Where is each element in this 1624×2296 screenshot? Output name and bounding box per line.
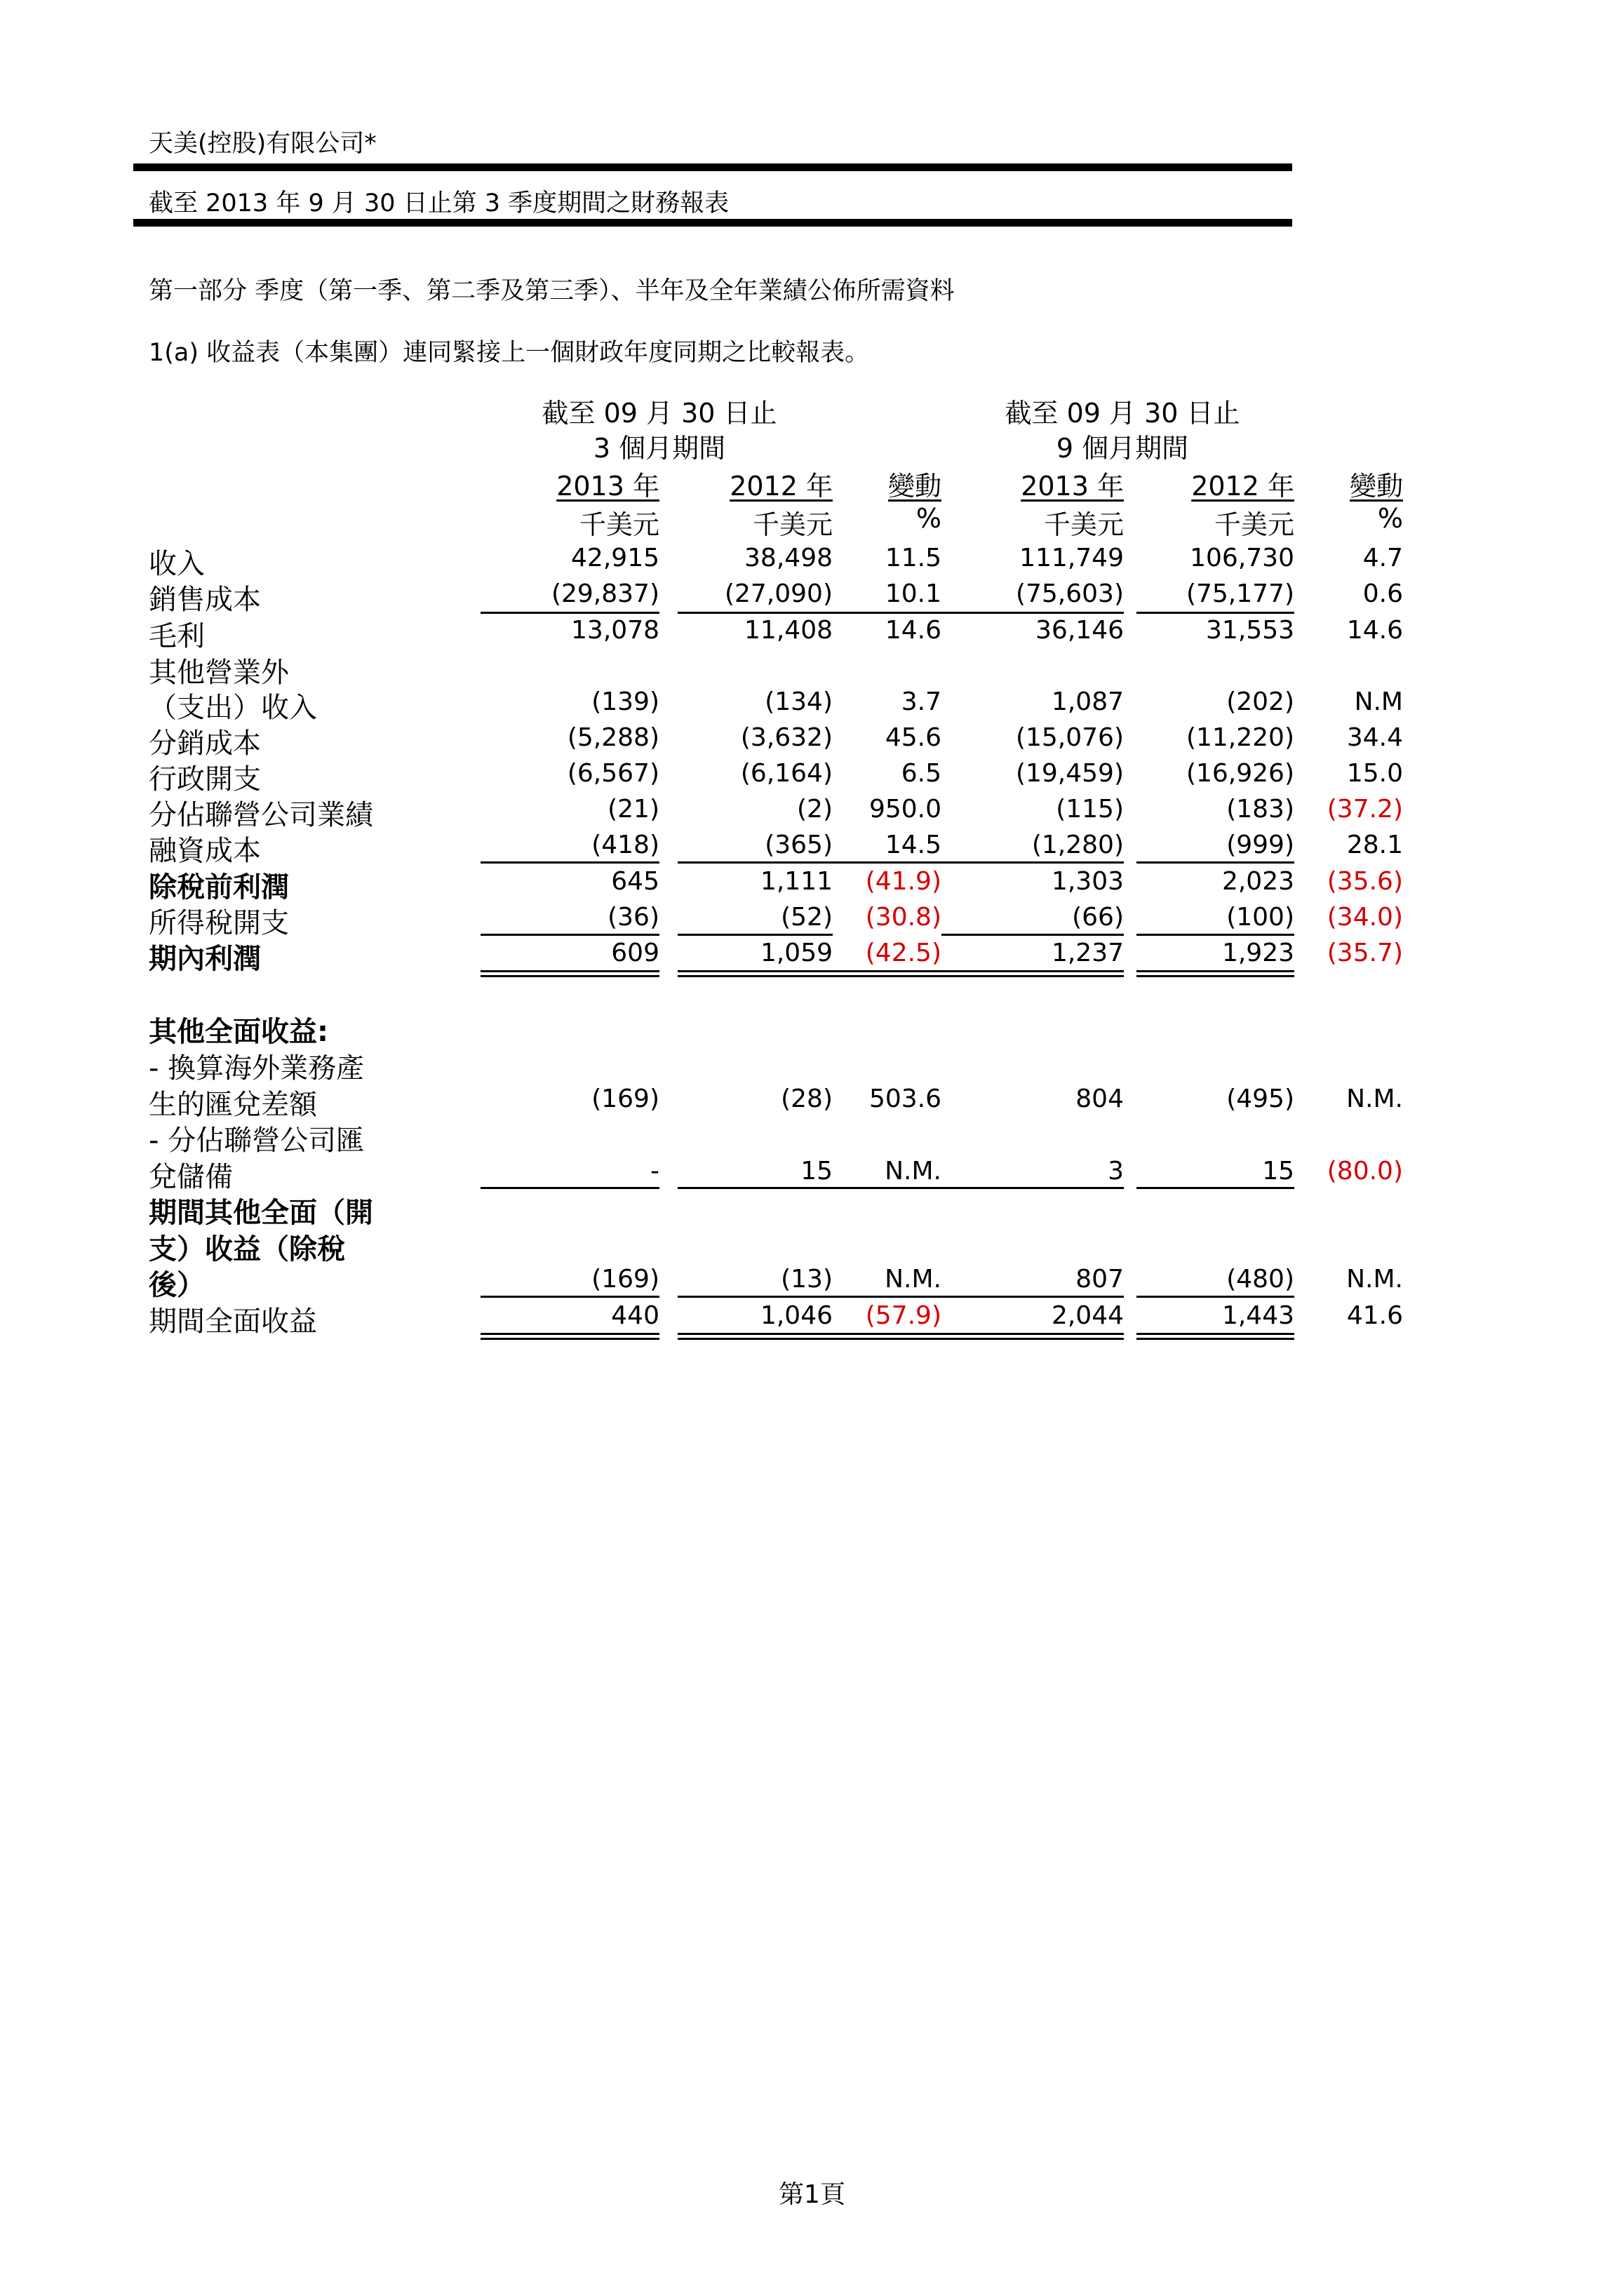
col-header-change-3m: 變動 xyxy=(887,471,941,502)
table-cell: 14.5 xyxy=(885,831,941,859)
col-header-2013-3m: 2013 年 xyxy=(556,471,659,502)
double-underline xyxy=(941,970,1124,977)
row-label: 其他營業外 xyxy=(149,657,289,689)
table-cell: (41.9) xyxy=(865,867,941,896)
table-cell: 1,111 xyxy=(760,867,833,896)
double-underline xyxy=(481,970,659,977)
table-cell: N.M. xyxy=(885,1265,941,1294)
sum-underline xyxy=(678,612,833,614)
row-label: 後） xyxy=(149,1269,205,1301)
table-cell: 3 xyxy=(1108,1157,1124,1186)
double-underline xyxy=(678,1333,833,1340)
table-cell: (202) xyxy=(1226,687,1294,716)
col-unit-change-3m: % xyxy=(915,503,941,534)
table-cell: (365) xyxy=(765,831,833,859)
table-cell: 1,059 xyxy=(760,939,833,967)
row-label: 生的匯兌差額 xyxy=(149,1089,317,1121)
table-cell: (75,177) xyxy=(1186,579,1294,608)
table-cell: (21) xyxy=(608,795,659,824)
table-cell: (66) xyxy=(1072,903,1124,932)
table-cell: (35.6) xyxy=(1327,867,1403,896)
sum-underline xyxy=(1136,612,1294,614)
table-cell: (29,837) xyxy=(551,579,659,608)
double-underline xyxy=(1136,970,1294,977)
table-cell: N.M xyxy=(1354,687,1403,716)
page-number: 第1頁 xyxy=(779,2180,845,2209)
table-cell: 13,078 xyxy=(571,616,659,645)
sum-underline xyxy=(678,934,833,936)
row-label: 兌儲備 xyxy=(149,1161,233,1193)
sum-underline xyxy=(1136,1296,1294,1298)
table-cell: (30.8) xyxy=(865,903,941,932)
table-cell: (134) xyxy=(765,687,833,716)
table-cell: (1,280) xyxy=(1031,831,1124,859)
table-cell: (36) xyxy=(608,903,659,932)
col-header-change-9m: 變動 xyxy=(1349,471,1403,502)
row-label: - 換算海外業務產 xyxy=(149,1052,365,1085)
table-cell: (6,164) xyxy=(740,759,833,788)
col-header-2012-9m: 2012 年 xyxy=(1191,471,1294,502)
double-underline xyxy=(833,970,941,977)
sum-underline xyxy=(481,934,659,936)
sum-underline xyxy=(1136,1187,1294,1189)
table-cell: (418) xyxy=(591,831,659,859)
sum-underline xyxy=(941,1296,1124,1298)
row-label: 除稅前利潤 xyxy=(149,871,289,904)
table-cell: (999) xyxy=(1226,831,1294,859)
report-title: 截至 2013 年 9 月 30 日止第 3 季度期間之財務報表 xyxy=(149,189,730,217)
sum-underline xyxy=(941,612,1124,614)
table-cell: (75,603) xyxy=(1015,579,1124,608)
table-cell: (2) xyxy=(797,795,833,824)
table-cell: 1,923 xyxy=(1221,939,1294,967)
table-cell: 1,443 xyxy=(1221,1301,1294,1330)
row-label: 銷售成本 xyxy=(149,584,261,616)
table-cell: (183) xyxy=(1226,795,1294,824)
table-cell: 34.4 xyxy=(1346,723,1403,752)
sum-underline xyxy=(481,1296,659,1298)
row-label: 分銷成本 xyxy=(149,727,261,760)
table-cell: (80.0) xyxy=(1327,1157,1403,1186)
row-label: 支）收益（除稅 xyxy=(149,1233,345,1266)
table-cell: 15 xyxy=(800,1157,833,1186)
table-cell: (35.7) xyxy=(1327,939,1403,967)
table-cell: (19,459) xyxy=(1015,759,1124,788)
sum-underline xyxy=(481,612,659,614)
double-underline xyxy=(941,1333,1124,1340)
table-cell: (169) xyxy=(591,1085,659,1113)
col-header-2013-9m: 2013 年 xyxy=(1021,471,1124,502)
table-cell: 6.5 xyxy=(901,759,941,788)
table-cell: (15,076) xyxy=(1015,723,1124,752)
table-cell: 1,046 xyxy=(760,1301,833,1330)
table-cell: 14.6 xyxy=(885,616,941,645)
table-cell: (139) xyxy=(591,687,659,716)
col-unit-2012-9m: 千美元 xyxy=(1214,509,1294,540)
header-rule-top xyxy=(133,163,1292,171)
group-header-9m: 截至 09 月 30 日止 xyxy=(1005,398,1240,429)
subsection-title: 1(a) 收益表（本集團）連同緊接上一個財政年度同期之比較報表。 xyxy=(149,339,870,367)
table-cell: 1,303 xyxy=(1051,867,1124,896)
col-header-2012-3m: 2012 年 xyxy=(730,471,833,502)
table-cell: 440 xyxy=(611,1301,659,1330)
table-cell: 503.6 xyxy=(868,1085,941,1113)
double-underline xyxy=(1136,1333,1294,1340)
table-cell: 11,408 xyxy=(744,616,833,645)
table-cell: 4.7 xyxy=(1362,544,1403,572)
row-label: 其他全面收益: xyxy=(149,1016,328,1048)
sum-underline xyxy=(941,1187,1124,1189)
col-unit-2013-3m: 千美元 xyxy=(579,509,659,540)
table-cell: 10.1 xyxy=(885,579,941,608)
row-label: 所得稅開支 xyxy=(149,907,289,939)
sum-underline xyxy=(481,1187,659,1189)
table-cell: 807 xyxy=(1075,1265,1124,1294)
table-cell: (6,567) xyxy=(567,759,659,788)
sum-underline xyxy=(833,861,941,864)
table-cell: 15.0 xyxy=(1346,759,1403,788)
row-label: 分佔聯營公司業績 xyxy=(149,799,373,831)
sum-underline xyxy=(833,1296,941,1298)
table-cell: 2,023 xyxy=(1221,867,1294,896)
sum-underline xyxy=(678,1187,833,1189)
row-label: 收入 xyxy=(149,548,205,580)
table-cell: (16,926) xyxy=(1186,759,1294,788)
table-cell: 609 xyxy=(611,939,659,967)
table-cell: N.M. xyxy=(1346,1265,1403,1294)
row-label: （支出）收入 xyxy=(149,692,317,724)
table-cell: 38,498 xyxy=(744,544,833,572)
table-cell: 14.6 xyxy=(1346,616,1403,645)
table-cell: (115) xyxy=(1056,795,1124,824)
table-cell: 41.6 xyxy=(1346,1301,1403,1330)
col-unit-change-9m: % xyxy=(1377,503,1403,534)
row-label: 融資成本 xyxy=(149,835,261,867)
table-cell: (5,288) xyxy=(567,723,659,752)
table-cell: (169) xyxy=(591,1265,659,1294)
group-header-3m-period: 3 個月期間 xyxy=(593,433,726,464)
header-rule-bottom xyxy=(133,219,1292,227)
table-cell: 45.6 xyxy=(885,723,941,752)
double-underline xyxy=(833,1333,941,1340)
group-header-9m-period: 9 個月期間 xyxy=(1056,433,1189,464)
sum-underline xyxy=(941,861,1124,864)
table-cell: (13) xyxy=(781,1265,833,1294)
table-cell: 645 xyxy=(611,867,659,896)
table-cell: (57.9) xyxy=(865,1301,941,1330)
table-cell: N.M. xyxy=(1346,1085,1403,1113)
table-cell: 1,087 xyxy=(1051,687,1124,716)
table-cell: (480) xyxy=(1226,1265,1294,1294)
sum-underline xyxy=(678,861,833,864)
table-cell: 111,749 xyxy=(1019,544,1124,572)
table-cell: 106,730 xyxy=(1190,544,1294,572)
sum-underline xyxy=(1136,934,1294,936)
company-name: 天美(控股)有限公司* xyxy=(149,130,377,158)
table-cell: - xyxy=(650,1157,659,1186)
row-label: 行政開支 xyxy=(149,763,261,795)
sum-underline xyxy=(833,1187,941,1189)
table-cell: 31,553 xyxy=(1206,616,1294,645)
table-cell: (495) xyxy=(1226,1085,1294,1113)
sum-underline xyxy=(833,612,941,614)
row-label: 期內利潤 xyxy=(149,943,261,975)
table-cell: (3,632) xyxy=(740,723,833,752)
table-cell: 950.0 xyxy=(868,795,941,824)
sum-underline xyxy=(1136,861,1294,864)
row-label: 期間全面收益 xyxy=(149,1305,317,1338)
table-cell: 11.5 xyxy=(885,544,941,572)
table-cell: 15 xyxy=(1262,1157,1294,1186)
double-underline xyxy=(481,1333,659,1340)
table-cell: (52) xyxy=(781,903,833,932)
table-cell: 0.6 xyxy=(1362,579,1403,608)
table-cell: 1,237 xyxy=(1051,939,1124,967)
sum-underline xyxy=(678,1296,833,1298)
col-unit-2013-9m: 千美元 xyxy=(1043,509,1124,540)
table-cell: (34.0) xyxy=(1327,903,1403,932)
row-label: - 分佔聯營公司匯 xyxy=(149,1124,365,1157)
table-cell: 42,915 xyxy=(571,544,659,572)
table-cell: 3.7 xyxy=(901,687,941,716)
row-label: 期間其他全面（開 xyxy=(149,1197,373,1229)
row-label: 毛利 xyxy=(149,620,205,652)
table-cell: (28) xyxy=(781,1085,833,1113)
table-cell: (100) xyxy=(1226,903,1294,932)
table-cell: N.M. xyxy=(885,1157,941,1186)
table-cell: 28.1 xyxy=(1346,831,1403,859)
table-cell: 2,044 xyxy=(1051,1301,1124,1330)
sum-underline xyxy=(941,934,1124,936)
table-cell: (37.2) xyxy=(1327,795,1403,824)
group-header-3m: 截至 09 月 30 日止 xyxy=(542,398,777,429)
col-unit-2012-3m: 千美元 xyxy=(752,509,833,540)
section-title: 第一部分 季度（第一季、第二季及第三季）、半年及全年業績公佈所需資料 xyxy=(149,277,955,305)
table-cell: (42.5) xyxy=(865,939,941,967)
table-cell: 36,146 xyxy=(1035,616,1124,645)
table-cell: (11,220) xyxy=(1186,723,1294,752)
table-cell: 804 xyxy=(1075,1085,1124,1113)
sum-underline xyxy=(481,861,659,864)
table-cell: (27,090) xyxy=(724,579,833,608)
double-underline xyxy=(678,970,833,977)
